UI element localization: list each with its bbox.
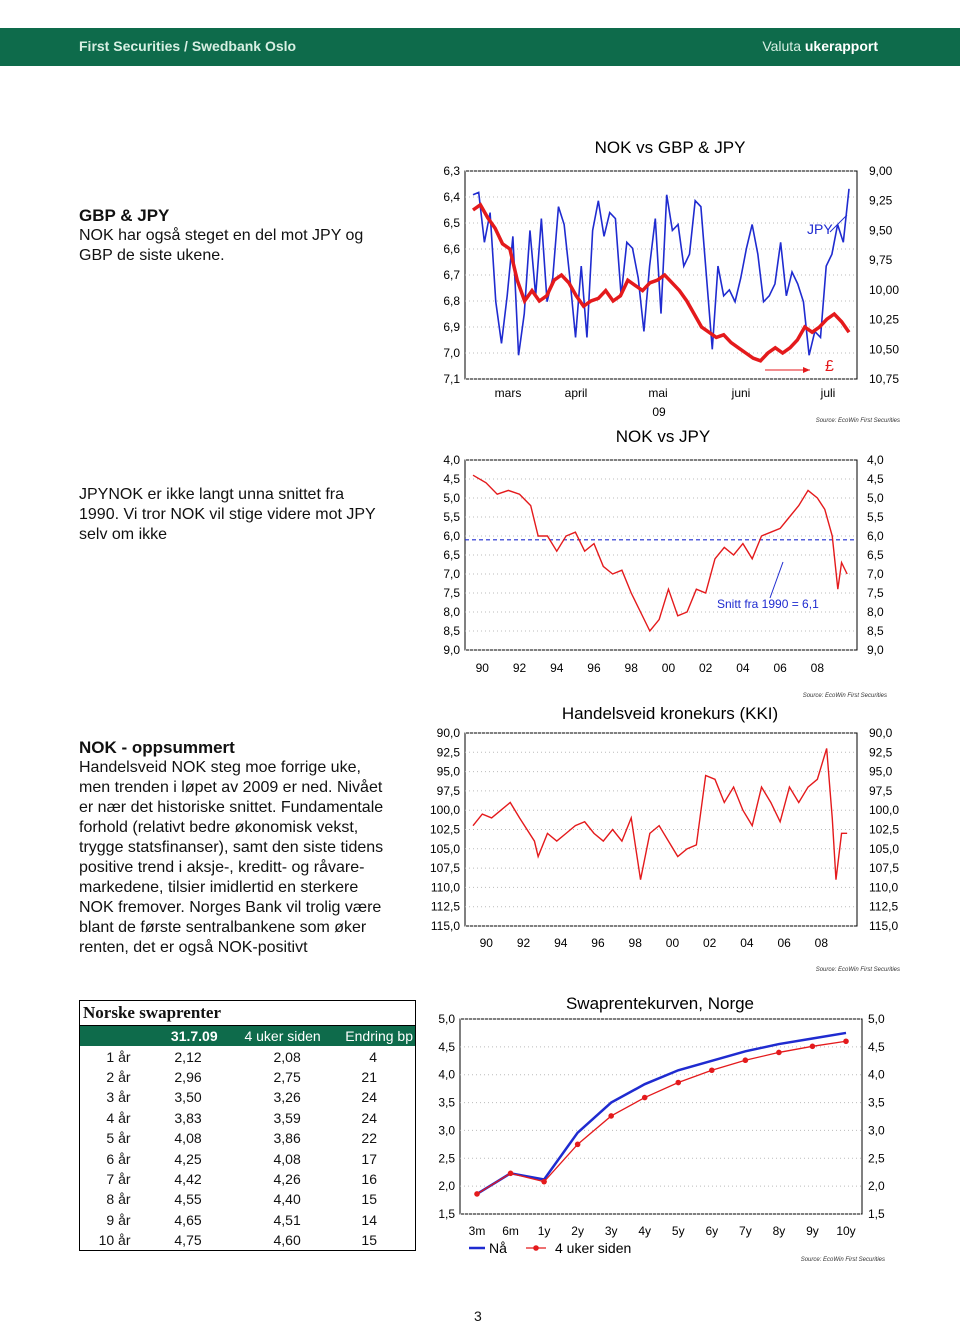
x-tick-label: 6y [705, 1224, 719, 1238]
current-rate-cell: 4,75 [174, 1232, 202, 1249]
y-right-tick-label: 10,25 [869, 312, 900, 327]
y-right-tick-label: 95,0 [869, 764, 893, 779]
current-rate-cell: 4,42 [174, 1170, 202, 1187]
y-left-tick-label: 112,5 [430, 899, 460, 914]
x-tick-label: 3y [604, 1224, 618, 1238]
series-marker-4w [608, 1113, 614, 1119]
y-left-tick-label: 6,5 [443, 216, 460, 230]
y-left-tick-label: 3,5 [438, 1095, 455, 1110]
y-right-tick-label: 5,5 [867, 510, 884, 524]
y-left-tick-label: 100,0 [429, 803, 460, 818]
current-rate-cell: 2,12 [174, 1048, 202, 1065]
source-note: Source: EcoWin First Securities [815, 967, 900, 973]
x-tick-label: juni [731, 386, 751, 400]
header-report-bold: ukerapport [804, 38, 878, 54]
summary-line: markedene, tilsier imidlertid en sterkere [79, 879, 359, 896]
series-marker-4w [843, 1038, 849, 1044]
prior-rate-cell: 3,59 [273, 1109, 301, 1126]
y-right-tick-label: 90,0 [869, 726, 893, 740]
y-left-tick-label: 4,5 [443, 472, 460, 486]
series-label-jpy: JPY [807, 221, 833, 237]
tenor-cell: 9 år [106, 1211, 131, 1228]
chart-title: Handelsveid kronekurs (KKI) [561, 704, 779, 723]
swap-table-row [80, 1067, 416, 1087]
section-title: NOK - oppsummert [79, 738, 235, 757]
chart-title: NOK vs JPY [615, 427, 711, 446]
x-tick-label: 2y [571, 1224, 584, 1238]
y-left-tick-label: 6,7 [443, 268, 460, 282]
y-right-tick-label: 9,75 [869, 253, 893, 268]
x-tick-label: 6m [502, 1224, 519, 1238]
y-right-tick-label: 110,0 [869, 880, 899, 895]
section-jpynok [79, 485, 419, 545]
x-tick-label: april [564, 386, 588, 400]
prior-rate-cell: 3,26 [273, 1089, 301, 1106]
y-right-tick-label: 7,0 [867, 567, 884, 581]
chart-nok-gbp-jpy [425, 135, 915, 427]
change-cell: 16 [361, 1170, 377, 1187]
x-tick-label: 3m [468, 1224, 486, 1238]
arrow-head [803, 367, 810, 373]
summary-line: blant de første sentralbankene som øker [79, 919, 367, 936]
series-marker-4w [474, 1191, 480, 1197]
chart-swap-curve [425, 985, 915, 1267]
series-line-4w [477, 1041, 846, 1194]
y-left-tick-label: 5,0 [438, 1012, 455, 1026]
y-left-tick-label: 6,4 [443, 190, 460, 204]
x-tick-label: 94 [550, 661, 564, 675]
series-marker-4w [743, 1057, 749, 1063]
section-title: GBP & JPY [79, 206, 170, 225]
x-year-label: 09 [652, 405, 666, 419]
series-marker-4w [642, 1095, 648, 1101]
y-right-tick-label: 105,0 [869, 841, 900, 856]
change-cell: 17 [361, 1150, 377, 1167]
y-left-tick-label: 110,0 [430, 880, 460, 895]
swap-table-body [80, 1046, 416, 1250]
y-right-tick-label: 107,5 [869, 861, 900, 876]
summary-line: positive trend i aksje-, kreditt- og råvare- [79, 859, 365, 876]
swap-table-row [80, 1210, 416, 1230]
y-right-tick-label: 102,5 [869, 822, 900, 837]
x-tick-label: 7y [739, 1224, 752, 1238]
current-rate-cell: 3,83 [174, 1109, 202, 1126]
x-tick-label: 08 [814, 936, 829, 950]
x-tick-label: 9y [806, 1224, 819, 1238]
x-tick-label: 08 [810, 661, 825, 675]
y-left-tick-label: 6,3 [443, 164, 460, 178]
y-left-tick-label: 6,0 [443, 529, 460, 543]
tenor-cell: 6 år [106, 1150, 131, 1167]
summary-line: renten, det er også NOK-positivt [79, 939, 308, 956]
source-note: Source: EcoWin First Securities [815, 418, 900, 424]
current-rate-cell: 3,50 [174, 1089, 202, 1106]
chart-title: Swaprentekurven, Norge [565, 994, 755, 1013]
change-cell: 24 [361, 1109, 377, 1126]
swap-table-row [80, 1046, 416, 1066]
y-right-tick-label: 6,0 [867, 529, 884, 543]
x-tick-label: mai [648, 386, 668, 400]
change-cell: 14 [361, 1211, 377, 1228]
y-left-tick-label: 6,6 [443, 242, 460, 256]
x-tick-label: 02 [702, 936, 717, 950]
x-tick-label: mars [494, 386, 522, 400]
series-line-gbp [473, 205, 849, 361]
tenor-cell: 3 år [106, 1089, 131, 1106]
change-cell: 15 [361, 1232, 377, 1249]
x-tick-label: 02 [698, 661, 713, 675]
legend-label-now: Nå [489, 1240, 507, 1256]
swap-table-title: Norske swaprenter [80, 1001, 416, 1026]
y-right-tick-label: 9,50 [869, 223, 893, 238]
y-right-tick-label: 115,0 [869, 919, 899, 933]
y-left-tick-label: 6,5 [443, 548, 460, 562]
prior-rate-cell: 2,08 [273, 1048, 301, 1065]
y-left-tick-label: 4,5 [438, 1039, 455, 1054]
y-left-tick-label: 95,0 [436, 764, 460, 779]
y-left-tick-label: 5,5 [443, 510, 460, 524]
y-left-tick-label: 8,5 [443, 624, 460, 638]
y-left-tick-label: 7,0 [443, 567, 460, 581]
y-right-tick-label: 9,25 [869, 193, 893, 208]
y-left-tick-label: 6,8 [443, 294, 460, 308]
x-tick-label: 4y [638, 1224, 652, 1238]
y-right-tick-label: 9,0 [867, 643, 884, 657]
y-right-tick-label: 4,5 [867, 472, 884, 486]
y-left-tick-label: 8,0 [443, 605, 460, 619]
swap-table-row [80, 1087, 416, 1107]
x-tick-label: 5y [671, 1224, 685, 1238]
tenor-cell: 1 år [106, 1048, 131, 1065]
section-summary [79, 738, 424, 958]
y-left-tick-label: 7,1 [443, 372, 460, 386]
chart-title: NOK vs GBP & JPY [594, 138, 746, 157]
prior-rate-cell: 4,26 [273, 1170, 301, 1187]
section-line: selv om ikke [79, 526, 168, 543]
summary-line: forhold (relativt bedre økonomisk vekst, [79, 819, 359, 836]
mean-annotation: Snitt fra 1990 = 6,1 [717, 597, 819, 611]
summary-line: men trenden i løpet av 2009 er ned. Nivået [79, 779, 383, 796]
prior-rate-cell: 4,51 [273, 1211, 301, 1228]
y-left-tick-label: 6,9 [443, 320, 460, 334]
summary-line: NOK fremover. Norges Bank vil trolig være [79, 899, 382, 916]
x-tick-label: 00 [661, 661, 676, 675]
source-note: Source: EcoWin First Securities [802, 693, 887, 699]
change-cell: 4 [369, 1048, 377, 1065]
y-left-tick-label: 2,5 [438, 1151, 455, 1166]
summary-line: trygge statsfinanser), samt den siste tidens [79, 839, 384, 856]
x-tick-label: juli [820, 386, 836, 400]
legend-marker-4w [533, 1245, 539, 1251]
summary-line: er nær det historiske snittet. Fundamentale [79, 799, 384, 816]
series-marker-4w [810, 1044, 816, 1050]
y-left-tick-label: 1,5 [438, 1207, 455, 1221]
change-cell: 22 [361, 1130, 377, 1147]
series-marker-4w [541, 1179, 547, 1185]
y-left-tick-label: 5,0 [443, 491, 460, 505]
tenor-cell: 10 år [98, 1232, 131, 1249]
x-tick-label: 06 [773, 661, 787, 675]
y-right-tick-label: 1,5 [868, 1207, 885, 1221]
tenor-cell: 8 år [106, 1191, 131, 1208]
source-note: Source: EcoWin First Securities [800, 1257, 885, 1263]
header-report-prefix: Valuta [762, 38, 805, 54]
y-right-tick-label: 5,0 [868, 1012, 885, 1026]
x-tick-label: 00 [665, 936, 680, 950]
y-right-tick-label: 4,0 [867, 453, 884, 467]
y-left-tick-label: 9,0 [443, 643, 460, 657]
x-tick-label: 94 [554, 936, 568, 950]
tenor-cell: 5 år [106, 1130, 131, 1147]
section-gbp-jpy [79, 206, 409, 266]
series-marker-4w [675, 1080, 681, 1086]
current-rate-cell: 4,65 [174, 1211, 202, 1228]
page-number: 3 [474, 1308, 482, 1324]
legend-label-4w: 4 uker siden [555, 1240, 632, 1256]
y-left-tick-label: 4,0 [443, 453, 460, 467]
prior-rate-cell: 4,08 [273, 1150, 301, 1167]
series-marker-4w [776, 1050, 782, 1056]
swap-table-header [80, 1026, 416, 1047]
y-left-tick-label: 7,5 [443, 586, 460, 600]
x-tick-label: 98 [628, 936, 642, 950]
header-report-type [762, 38, 878, 54]
section-line: JPYNOK er ikke langt unna snittet fra [79, 486, 345, 503]
y-right-tick-label: 10,75 [869, 372, 900, 386]
swap-table-row [80, 1169, 416, 1189]
section-line: NOK har også steget en del mot JPY og [79, 227, 364, 244]
y-right-tick-label: 10,50 [869, 342, 900, 357]
chart-nok-jpy [425, 422, 915, 702]
y-right-tick-label: 3,5 [868, 1095, 885, 1110]
x-tick-label: 96 [587, 661, 601, 675]
x-tick-label: 90 [475, 661, 489, 675]
prior-rate-cell: 4,60 [273, 1232, 301, 1249]
y-right-tick-label: 92,5 [869, 745, 893, 760]
y-left-tick-label: 4,0 [438, 1067, 455, 1082]
change-cell: 21 [361, 1068, 377, 1085]
y-right-tick-label: 5,0 [867, 491, 884, 505]
series-line [473, 748, 847, 879]
section-line: 1990. Vi tror NOK vil stige videre mot JPY [79, 506, 376, 523]
y-left-tick-label: 107,5 [429, 861, 460, 876]
x-tick-label: 90 [479, 936, 493, 950]
y-right-tick-label: 7,5 [867, 586, 884, 600]
header-cell: 4 uker siden [220, 1026, 323, 1047]
tenor-cell: 7 år [106, 1170, 131, 1187]
prior-rate-cell: 2,75 [273, 1068, 301, 1085]
y-right-tick-label: 2,5 [868, 1151, 885, 1166]
x-tick-label: 8y [772, 1224, 786, 1238]
y-right-tick-label: 4,0 [868, 1067, 885, 1082]
y-left-tick-label: 97,5 [436, 783, 460, 798]
y-left-tick-label: 90,0 [436, 726, 460, 740]
x-tick-label: 04 [736, 661, 750, 675]
y-left-tick-label: 105,0 [429, 841, 460, 856]
tenor-cell: 2 år [106, 1068, 131, 1085]
prior-rate-cell: 3,86 [273, 1130, 301, 1147]
current-rate-cell: 2,96 [174, 1068, 202, 1085]
header-cell [80, 1026, 155, 1047]
y-right-tick-label: 100,0 [869, 803, 900, 818]
x-tick-label: 06 [777, 936, 791, 950]
tenor-cell: 4 år [106, 1109, 131, 1126]
y-left-tick-label: 102,5 [429, 822, 460, 837]
current-rate-cell: 4,25 [174, 1150, 202, 1167]
x-tick-label: 96 [591, 936, 605, 950]
change-cell: 24 [361, 1089, 377, 1106]
section-line: GBP de siste ukene. [79, 247, 225, 264]
y-right-tick-label: 10,00 [869, 282, 900, 297]
y-right-tick-label: 112,5 [869, 899, 899, 914]
y-right-tick-label: 4,5 [868, 1039, 885, 1054]
y-right-tick-label: 2,0 [868, 1179, 885, 1194]
x-tick-label: 1y [537, 1224, 551, 1238]
summary-line: Handelsveid NOK steg moe forrige uke, [79, 759, 361, 776]
x-tick-label: 98 [624, 661, 638, 675]
series-line-jpy [473, 189, 849, 355]
series-label-gbp: £ [825, 358, 834, 375]
y-right-tick-label: 8,5 [867, 624, 884, 638]
series-marker-4w [575, 1142, 581, 1148]
header-cell: 31.7.09 [155, 1026, 220, 1047]
change-cell: 15 [361, 1191, 377, 1208]
prior-rate-cell: 4,40 [273, 1191, 301, 1208]
swap-table-row [80, 1148, 416, 1168]
x-tick-label: 04 [740, 936, 754, 950]
y-left-tick-label: 2,0 [438, 1179, 455, 1194]
current-rate-cell: 4,55 [174, 1191, 202, 1208]
swap-rates-table [79, 1000, 416, 1251]
y-left-tick-label: 92,5 [436, 745, 460, 760]
series-line-now [477, 1033, 846, 1194]
y-left-tick-label: 3,0 [438, 1123, 455, 1138]
y-right-tick-label: 97,5 [869, 783, 893, 798]
y-left-tick-label: 7,0 [443, 346, 460, 360]
report-header [0, 28, 960, 66]
header-firm: First Securities / Swedbank Oslo [79, 38, 297, 54]
swap-table-row [80, 1230, 416, 1251]
y-right-tick-label: 3,0 [868, 1123, 885, 1138]
swap-table-row [80, 1189, 416, 1209]
y-right-tick-label: 8,0 [867, 605, 884, 619]
swap-table-row [80, 1108, 416, 1128]
y-right-tick-label: 9,00 [869, 164, 893, 178]
x-tick-label: 10y [836, 1224, 856, 1238]
swap-table-row [80, 1128, 416, 1148]
chart-kki [425, 695, 915, 975]
x-tick-label: 92 [516, 936, 531, 950]
y-right-tick-label: 6,5 [867, 548, 884, 562]
header-cell: Endring bp [323, 1026, 416, 1047]
x-tick-label: 92 [512, 661, 527, 675]
series-marker-4w [508, 1171, 514, 1177]
y-left-tick-label: 115,0 [430, 919, 460, 933]
series-marker-4w [709, 1067, 715, 1073]
current-rate-cell: 4,08 [174, 1130, 202, 1147]
